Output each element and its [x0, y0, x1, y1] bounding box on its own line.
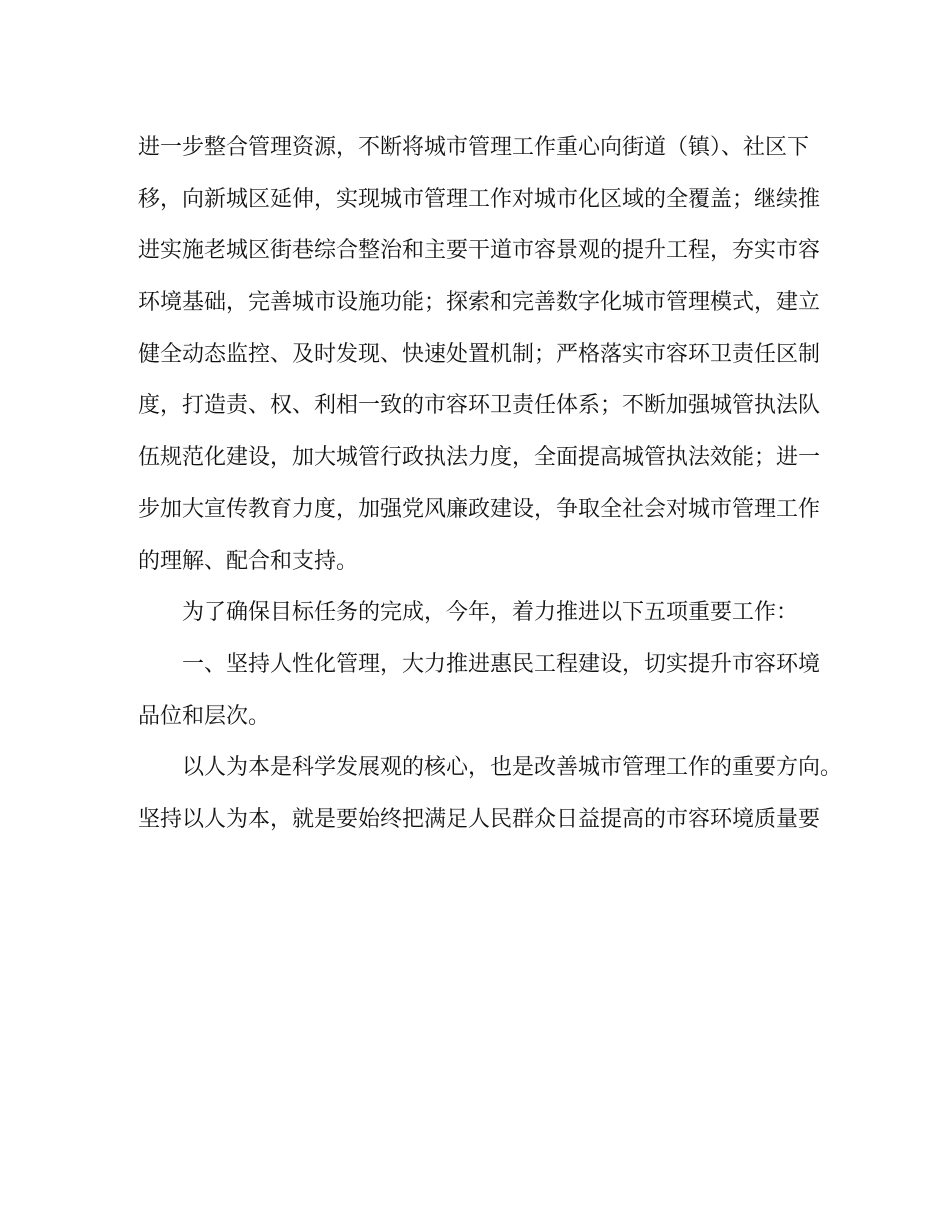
text-line: 一、坚持人性化管理，大力推进惠民工程建设，切实提升市容环境 [182, 651, 821, 677]
text-line: 进一步整合管理资源，不断将城市管理工作重心向街道（镇）、社区下 [138, 135, 810, 160]
text-line: 移，向新城区延伸，实现城市管理工作对城市化区域的全覆盖；继续推 [138, 186, 821, 212]
text-line: 环境基础，完善城市设施功能；探索和完善数字化城市管理模式，建立 [138, 290, 821, 316]
text-line: 以人为本是科学发展观的核心，也是改善城市管理工作的重要方向。 [182, 755, 843, 781]
text-line: 度，打造责、权、利相一致的市容环卫责任体系；不断加强城管执法队 [138, 393, 821, 419]
text-line: 品位和层次。 [138, 703, 271, 729]
text-line: 健全动态监控、及时发现、快速处置机制；严格落实市容环卫责任区制 [138, 341, 821, 367]
text-line: 进实施老城区街巷综合整治和主要干道市容景观的提升工程，夯实市容 [138, 238, 821, 264]
text-line: 的理解、配合和支持。 [138, 548, 359, 574]
text-line: 为了确保目标任务的完成，今年，着力推进以下五项重要工作： [182, 600, 799, 626]
text-line: 步加大宣传教育力度，加强党风廉政建设，争取全社会对城市管理工作 [138, 496, 821, 522]
text-line: 坚持以人为本，就是要始终把满足人民群众日益提高的市容环境质量要 [138, 806, 821, 832]
text-line: 伍规范化建设，加大城管行政执法力度，全面提高城管执法效能；进一 [138, 445, 821, 471]
body-text [138, 122, 843, 846]
